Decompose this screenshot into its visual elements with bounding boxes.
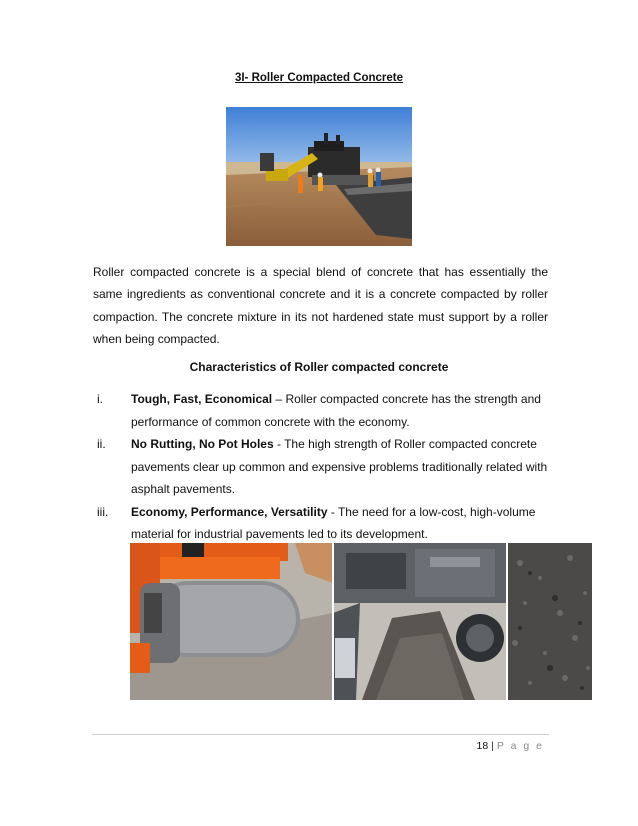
list-item-term: Tough, Fast, Economical — [131, 392, 273, 406]
footer-divider — [92, 734, 549, 735]
construction-photo-strip — [130, 543, 592, 700]
intro-paragraph: Roller compacted concrete is a special blend of concrete that has essentially the same ingredients as conventional concrete and it is a concrete compacted by roller compaction. The concrete mixture in its not hardened state must support by a roller when being compacted. — [93, 265, 548, 346]
footer-separator: | — [491, 740, 494, 752]
page-number: 18 — [476, 740, 489, 752]
list-item-number: i. — [97, 392, 103, 406]
page-label: P a g e — [496, 740, 544, 752]
list-item-text: - The high strength of Roller compacted concrete pavements clear up common and expensive problems traditionally related with asphalt pavements. — [131, 437, 548, 496]
characteristics-heading: Characteristics of Roller compacted concrete — [189, 360, 449, 374]
list-item-term: No Rutting, No Pot Holes — [131, 437, 274, 451]
list-item-number: ii. — [97, 437, 106, 451]
page-footer — [476, 740, 544, 752]
characteristics-list — [93, 388, 548, 546]
list-item — [93, 501, 548, 546]
list-item-text: – Roller compacted concrete has the strength and performance of common concrete with the economy. — [131, 392, 541, 429]
list-item-number: iii. — [97, 504, 109, 519]
list-item — [93, 433, 548, 501]
list-item — [93, 388, 548, 433]
list-item-term: Economy, Performance, Versatility — [131, 504, 328, 519]
paving-machine-photo — [226, 107, 412, 246]
list-item-text: - The need for a low-cost, high-volume material for industrial pavements led to its development. — [131, 504, 536, 541]
section-title: 3I- Roller Compacted Concrete — [234, 72, 404, 84]
